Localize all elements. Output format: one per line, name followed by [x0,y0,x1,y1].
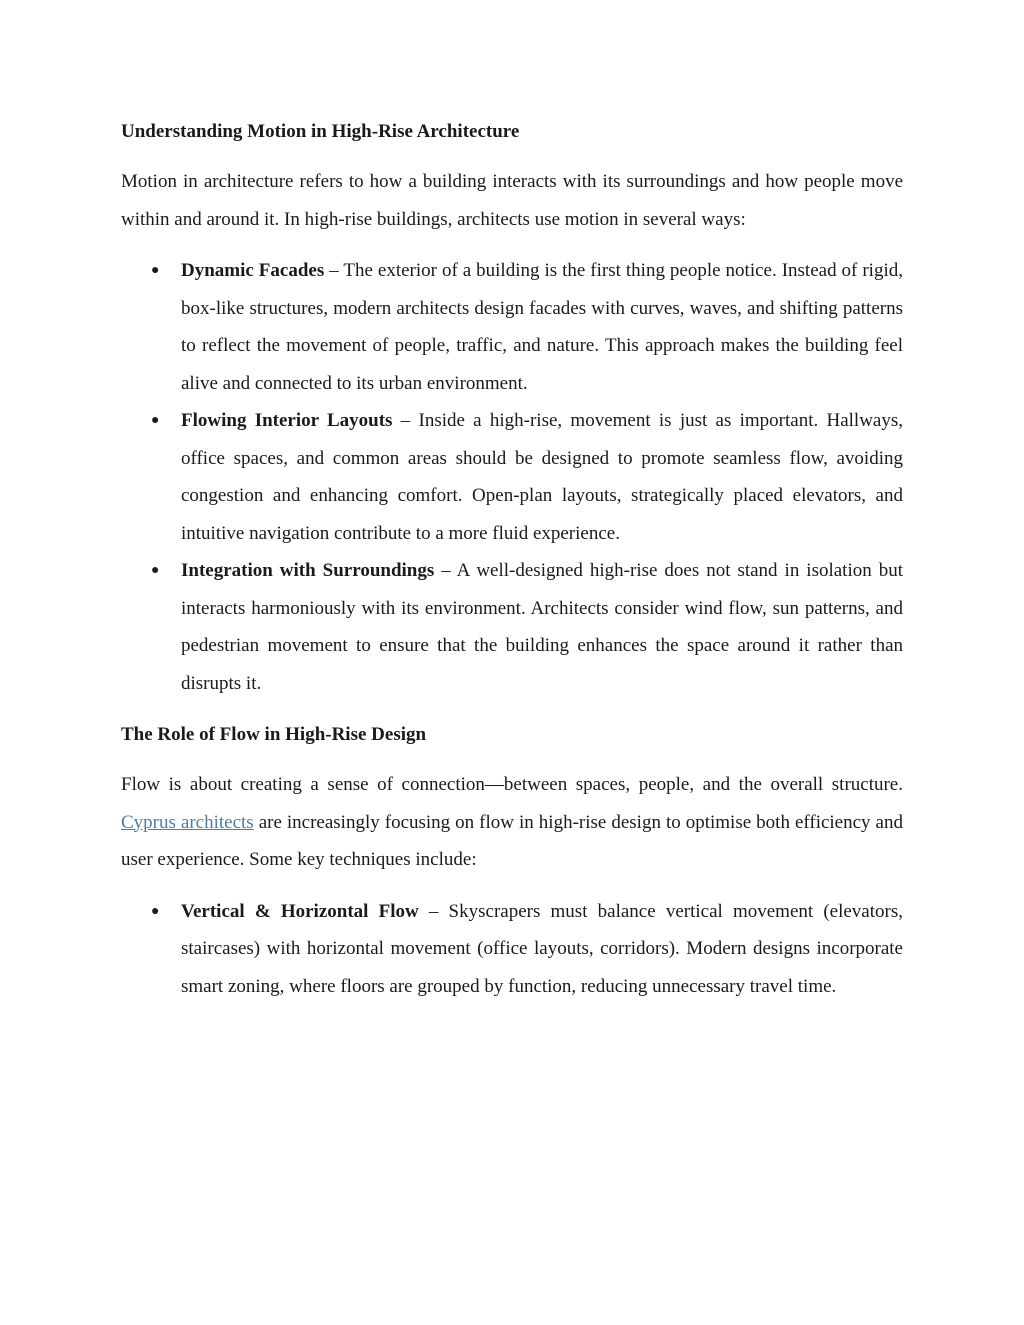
bullet-icon: ● [151,563,160,578]
bullet-icon: ● [151,413,160,428]
intro-text-after-link: are increasingly focusing on flow in high-rise design to optimise both efficiency and user experience. Some key techniques include: [121,811,903,870]
intro-text-before-link: Flow is about creating a sense of connection—between spaces, people, and the overall structure. [121,774,903,795]
list-item-text: – A well-designed high-rise does not stand in isolation but interacts harmoniously with its environment. Architects consider wind flow, sun patterns, and pedestrian movement to ensure that the building enhances the space around it rather than disrupts it. [181,560,903,694]
list-item-title: Vertical & Horizontal Flow [181,900,419,922]
document-page [121,113,903,1005]
list-item-integration [121,552,903,702]
section-heading-motion: Understanding Motion in High-Rise Architecture [121,121,520,142]
section-heading-flow: The Role of Flow in High-Rise Design [121,724,427,745]
flow-bullet-list [121,893,903,1006]
bullet-icon: ● [151,263,160,278]
cyprus-architects-link[interactable]: Cyprus architects [121,811,254,833]
intro-paragraph-flow [121,766,903,879]
list-item-vertical-horizontal [121,893,903,1006]
list-item-text: – The exterior of a building is the first thing people notice. Instead of rigid, box-like structures, modern architects design facades with curves, waves, and shifting patterns to reflect the movement of people, traffic, and nature. This approach makes the building feel alive and connected to its urban environment. [181,260,903,394]
motion-bullet-list [121,252,903,702]
list-item-text: – Skyscrapers must balance vertical movement (elevators, staircases) with horizontal movement (office layouts, corridors). Modern designs incorporate smart zoning, where floors are grouped by function, reducing unnecessary travel time. [181,900,903,997]
bullet-icon: ● [151,903,160,919]
intro-paragraph-motion: Motion in architecture refers to how a building interacts with its surroundings and how people move within and around it. In high-rise buildings, architects use motion in several ways: [121,171,903,230]
list-item-title: Integration with Surroundings [181,560,435,581]
list-item-dynamic-facades [121,252,903,402]
list-item-flowing-interior [121,402,903,552]
list-item-title: Flowing Interior Layouts [181,410,393,431]
list-item-title: Dynamic Facades [181,260,325,281]
list-item-text: – Inside a high-rise, movement is just as important. Hallways, office spaces, and common areas should be designed to promote seamless flow, avoiding congestion and enhancing comfort. Open-plan layouts, strategically placed elevators, and intuitive navigation contribute to a more fluid experience. [181,410,904,544]
